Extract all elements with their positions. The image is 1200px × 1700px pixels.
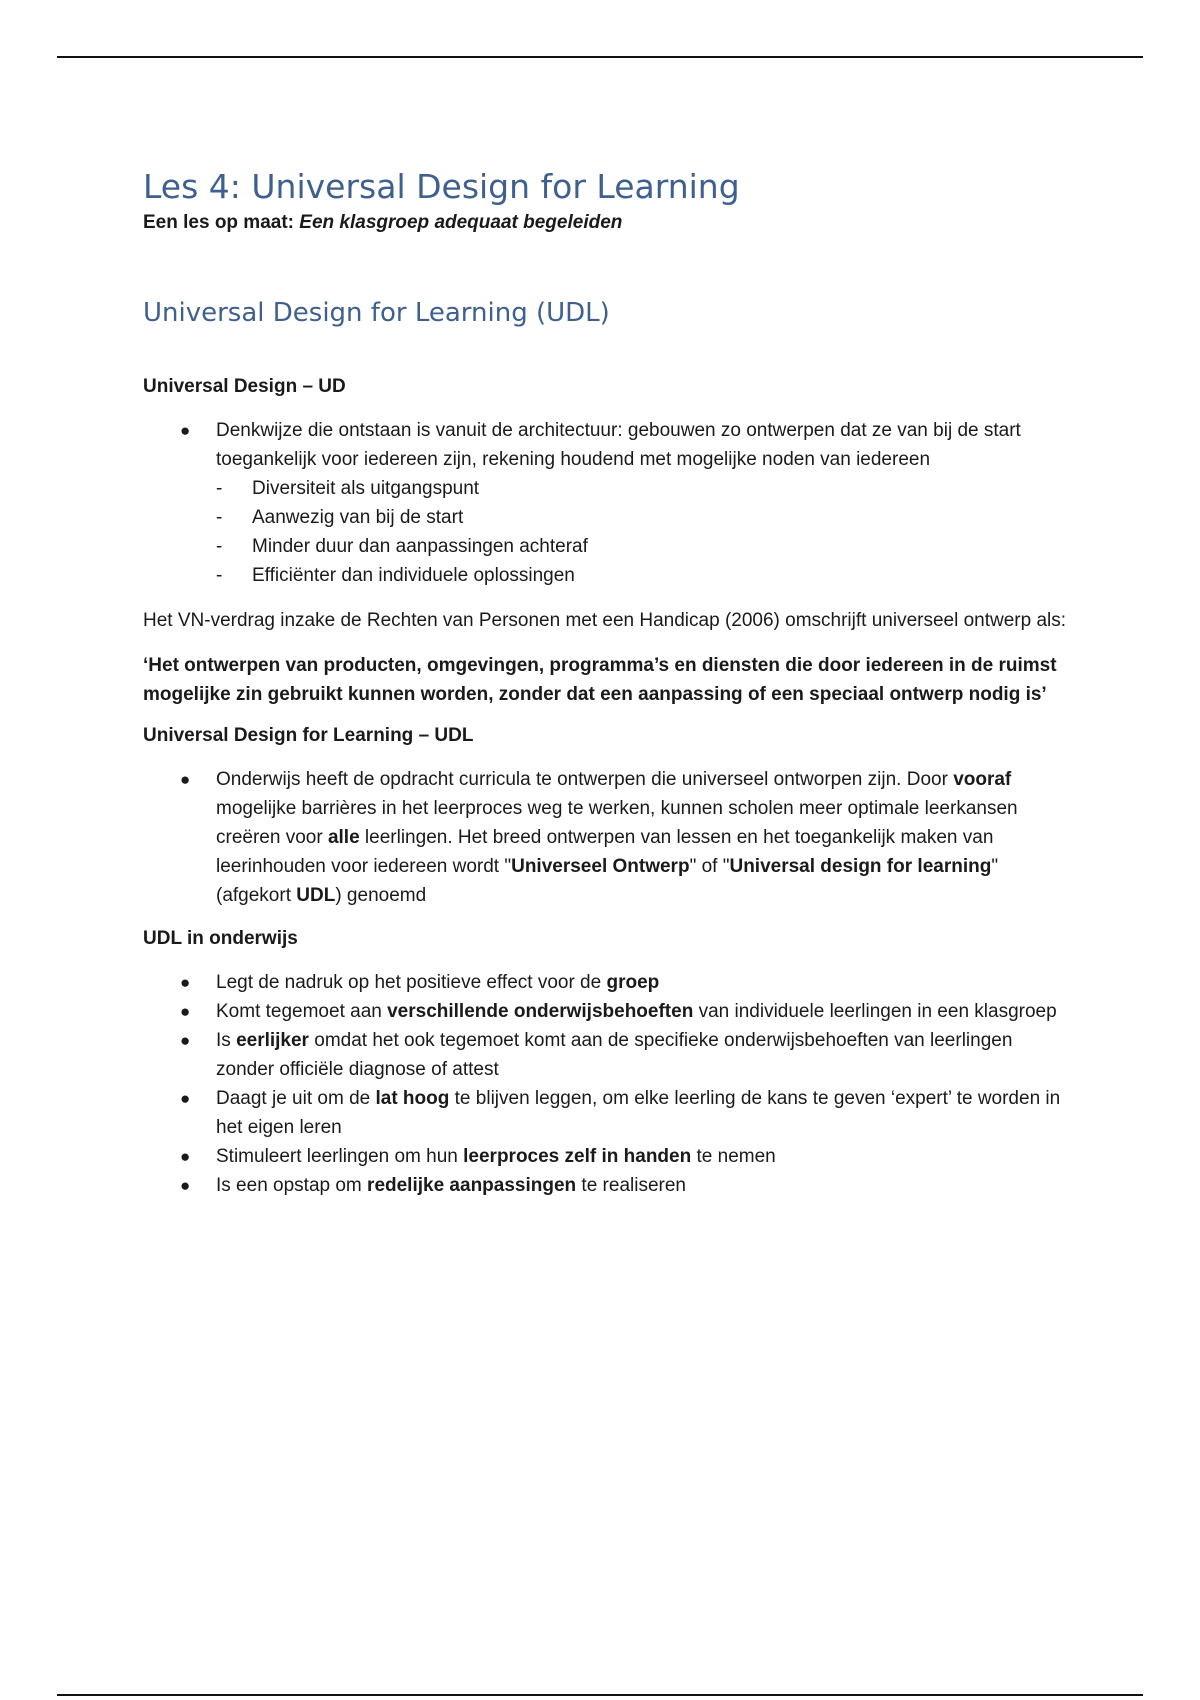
list-item: ● Is eerlijker omdat het ook tegemoet komt aan de specifieke onderwijsbehoeften van leerlingen zonder officiële diagnose of attest [143,1026,1073,1084]
bullet-icon: ● [180,1175,191,1195]
ud-bullet-list [143,416,1073,474]
list-item [143,765,1073,910]
bottom-rule [57,1694,1143,1696]
list-item: ● Daagt je uit om de lat hoog te blijven leggen, om elke leerling de kans te geven ‘expert’ te worden in het eigen leren [143,1084,1073,1142]
bullet-icon: ● [180,420,191,440]
bullet-icon: ● [180,1030,191,1050]
onderwijs-heading: UDL in onderwijs [143,927,298,949]
dash-text: Aanwezig van bij de start [252,506,464,528]
dash-text: Diversiteit als uitgangspunt [252,477,480,499]
list-item [143,561,1073,590]
page-title: Les 4: Universal Design for Learning [143,167,740,206]
document-body [143,150,1073,1200]
ud-heading: Universal Design – UD [143,375,346,397]
ud-dash-list [143,474,1073,590]
ud-quote: ‘Het ontwerpen van producten, omgevingen, programma’s en diensten die door iedereen in de ruimst mogelijke zin gebruikt kunnen worden, zonder dat een aanpassing of een speciaal ontwerp nodig is’ [143,654,1057,705]
bullet-icon: ● [180,769,191,789]
dash-text: Efficiënter dan individuele oplossingen [252,564,575,586]
bullet-icon: ● [180,1001,191,1021]
list-item: ● Komt tegemoet aan verschillende onderwijsbehoeften van individuele leerlingen in een klasgroep [143,997,1073,1026]
top-rule [57,56,1143,58]
list-item: ● Stimuleert leerlingen om hun leerproces zelf in handen te nemen [143,1142,1073,1171]
bullet-icon: ● [180,1088,191,1108]
list-item: ● Is een opstap om redelijke aanpassingen te realiseren [143,1171,1073,1200]
dash-icon: - [216,477,223,499]
list-item [143,474,1073,503]
dash-icon: - [216,564,223,586]
onderwijs-bullet-list [143,968,1073,1200]
dash-text: Minder duur dan aanpassingen achteraf [252,535,588,557]
ud-paragraph: Het VN-verdrag inzake de Rechten van Personen met een Handicap (2006) omschrijft universeel ontwerp als: [143,609,1067,631]
ud-bullet-text: Denkwijze die ontstaan is vanuit de architectuur: gebouwen zo ontwerpen dat ze van bij de start toegankelijk voor iedereen zijn, rekening houdend met mogelijke noden van iedereen [216,419,1021,470]
dash-icon: - [216,506,223,528]
bullet-icon: ● [180,972,191,992]
udl-bullet-text: Onderwijs heeft de opdracht curricula te ontwerpen die universeel ontworpen zijn. Door vooraf mogelijke barrières in het leerproces weg te werken, kunnen scholen meer optimale leerkansen creëren voor alle leerlingen. Het breed ontwerpen van lessen en het toegankelijk maken van leerinhouden voor iedereen wordt "Universeel Ontwerp" of "Universal design for learning" (afgekort UDL) genoemd [216,768,1018,906]
section-heading: Universal Design for Learning (UDL) [143,297,610,328]
list-item [143,503,1073,532]
dash-icon: - [216,535,223,557]
udl-heading: Universal Design for Learning – UDL [143,724,474,746]
subtitle-italic: Een klasgroep adequaat begeleiden [299,211,623,233]
subtitle-prefix: Een les op maat: [143,211,300,233]
list-item: ● Legt de nadruk op het positieve effect voor de groep [143,968,1073,997]
bullet-icon: ● [180,1146,191,1166]
list-item [143,532,1073,561]
list-item [143,416,1073,474]
page-subtitle [143,212,1073,234]
udl-bullet-list [143,765,1073,910]
